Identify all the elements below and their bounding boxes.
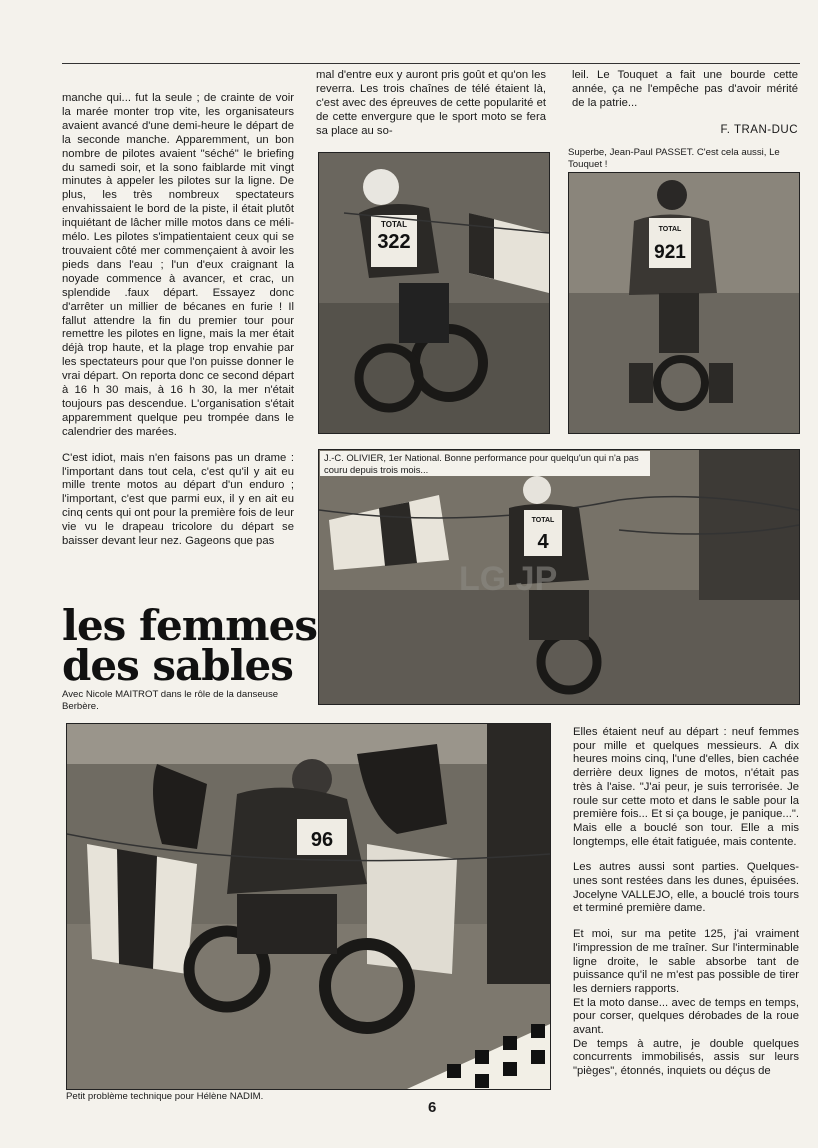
author-signature: F. TRAN-DUC xyxy=(720,123,798,136)
body-paragraph: C'est idiot, mais n'en faisons pas un drame : l'important dans tout cela, c'est qu'il y ait eu mille trente motos au départ d'un enduro ; l'important, c'est que parmi eux, il y en ait eu cinq cents qui ont pour la première fois de leur vie vu le drapeau tricolore du départ se baisser devant leur nez. Gageons que pas xyxy=(62,451,294,548)
photo-caption-olivier: J.-C. OLIVIER, 1er National. Bonne performance pour quelqu'un qui n'a pas couru depuis trois mois... xyxy=(320,451,650,476)
body-paragraph: De temps à autre, je double quelques concurrents immobilisés, assis sur leurs "pièges", étonnés, inquiets ou déçus de xyxy=(573,1037,799,1078)
photo-watermark: LG JP xyxy=(459,560,558,598)
body-paragraph: leil. Le Touquet a fait une bourde cette année, ça ne l'empêche pas d'avoir mérité de la patrie... xyxy=(572,69,798,109)
photo-rider-322 xyxy=(318,152,550,434)
photo-olivier xyxy=(318,449,800,705)
body-paragraph: Et la moto danse... avec de temps en temps, pour corser, quelques dérobades de la roue avant. xyxy=(573,996,799,1037)
photo-nadim xyxy=(66,723,551,1090)
body-paragraph: Les autres aussi sont parties. Quelques-unes sont restées dans les dunes, épuisées. Jocelyne VALLEJO, elle, a bouclé trois tours et terminé première dame. xyxy=(573,861,799,915)
body-paragraph: Elles étaient neuf au départ : neuf femmes pour mille et quelques messieurs. A dix heures moins cinq, l'une d'elles, bien cachée derrière deux lignes de motos, n'était pas très à l'aise. "J'ai peur, je suis terrorisée. Je roule sur cette moto et dans le sable pour la première fois... Et si ça bouge, je panique...". Mais elle a bouclé son tour. Elle a mis longtemps, elle était fatiguée, mais contente. xyxy=(573,726,799,848)
article-column-1 xyxy=(62,92,294,549)
article-column-2 xyxy=(316,69,546,139)
headline-line-2: des sables xyxy=(62,641,293,690)
article-2-column xyxy=(573,726,799,1079)
page-number: 6 xyxy=(428,1099,437,1116)
photo-caption-passet: Superbe, Jean-Paul PASSET. C'est cela aussi, Le Touquet ! xyxy=(568,147,780,170)
rider-bib-sponsor: TOTAL xyxy=(381,220,407,229)
rider-plate-number: 4 xyxy=(537,531,549,553)
body-paragraph: manche qui... fut la seule ; de crainte de voir la marée monter trop vite, les organisateurs avaient avancé d'une demi-heure le départ de la seconde manche. Apparemment, un bon nombre de pilotes avaient "séché" le briefing du samedi soir, et la sono faiblarde mit vingt minutes à appeler les pilotes sur la ligne. De plus, les très nombreux spectateurs envahissaient le bord de la piste, il était plutôt inquiétant de lâcher mille motos dans ce méli-mélo. Les pilotes s'impatientaient ceux qui se trouvaient côté mer commençaient à avoir les pieds dans l'eau ; l'un d'eux craignant la noyade commence à avancer, et crac, un splendide .faux départ. Essayez donc d'arrêter un millier de bécanes en furie ! Il fallut attendre la fin du premier tour pour remettre les pilotes en ligne, mais la mer était déjà trop haute, et la plage trop envahie par les spectateurs pour que l'on puisse donner le vrai départ. On reporta donc ce second départ à 16 h 30 mais, à 16 h 30, la mer n'était toujours pas descendue. L'organisation s'était apparemment quelque peu trompée dans le calendrier des marées. xyxy=(62,92,294,438)
body-paragraph: Et moi, sur ma petite 125, j'ai vraiment l'impression de me traîner. Sur l'interminable ligne droite, le sable absorbe tant de puissance qu'il ne m'est pas possible de tirer les derniers rapports. xyxy=(573,928,799,995)
rider-plate-number: 322 xyxy=(377,231,411,253)
rider-plate-number: 96 xyxy=(310,829,334,851)
rider-plate-number: 921 xyxy=(654,242,686,263)
article-column-3 xyxy=(572,69,798,138)
body-paragraph: mal d'entre eux y auront pris goût et qu'on les reverra. Les trois chaînes de télé étaient là, c'est avec des épreuves de cette popularité et de cette envergure que le sport moto se fera sa place au so- xyxy=(316,69,546,137)
photo-caption-nadim: Petit problème technique pour Hélène NADIM. xyxy=(66,1091,264,1102)
article-subhead: Avec Nicole MAITROT dans le rôle de la danseuse Berbère. xyxy=(62,689,279,712)
article-headline xyxy=(62,601,317,690)
rider-bib-sponsor: TOTAL xyxy=(531,517,555,524)
headline-line-1: les femmes xyxy=(62,601,317,650)
top-rule xyxy=(62,63,800,64)
photo-rider-921 xyxy=(568,172,800,434)
rider-bib-sponsor: TOTAL xyxy=(658,226,682,233)
